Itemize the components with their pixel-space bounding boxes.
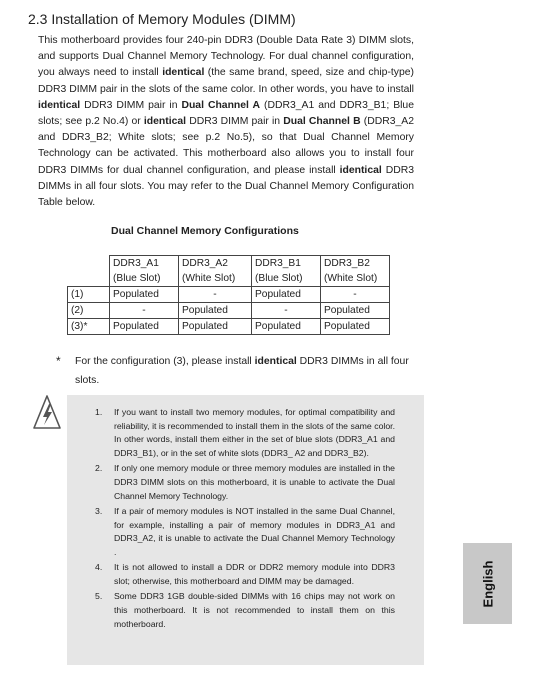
- table-cell: Populated: [252, 287, 321, 303]
- row-label: (1): [68, 287, 110, 303]
- warning-number: 2.: [95, 463, 103, 474]
- warning-number: 4.: [95, 562, 103, 573]
- memory-config-table: [67, 255, 390, 335]
- note-text-run: DDR3 DIMMs in all four slots.: [75, 356, 409, 386]
- warning-text: If you want to install two memory modules, for optimal compatibility and reliability, it is recommended to install them in the slots of the same color. In other words, install them either in the set of blue slots (DDR3_A1 and DDR3_B1), or in the set of white slots (DDR3_ A2 and DDR3_B2).: [114, 407, 395, 459]
- section-title: 2.3 Installation of Memory Modules (DIMM): [28, 11, 296, 27]
- table-row: [68, 287, 390, 303]
- configuration-note: [56, 352, 426, 390]
- intro-paragraph: [38, 33, 414, 211]
- warning-number: 1.: [95, 407, 103, 417]
- note-text-run: For the configuration (3), please install: [75, 356, 255, 367]
- header-slot-b2: (White Slot): [321, 271, 390, 287]
- header-ddr3-b2: DDR3_B2: [321, 256, 390, 272]
- table-header-row: [68, 256, 390, 272]
- table-row: [68, 319, 390, 335]
- warning-item: [93, 590, 395, 631]
- intro-bold-run: Dual Channel B: [283, 116, 361, 128]
- row-label: (2): [68, 303, 110, 319]
- header-slot-a2: (White Slot): [179, 271, 252, 287]
- warning-text: If a pair of memory modules is NOT installed in the same Dual Channel, for example, installing a pair of memory modules in DDR3_A1 and DDR3_A2, it is unable to activate the Dual Channel Memory Technology .: [114, 505, 395, 558]
- warning-item: [93, 505, 395, 560]
- intro-text-run: (DDR3_A1 and DDR3_B1; Blue slots; see p.2 No.4) or: [38, 99, 414, 128]
- warning-item: [93, 462, 395, 503]
- intro-text-run: DDR3 DIMM pair in: [186, 116, 284, 128]
- table-cell: -: [110, 303, 179, 319]
- warning-text: Some DDR3 1GB double-sided DIMMs with 16 chips may not work on this motherboard. It is not recommended to install them on this motherboard.: [114, 591, 395, 629]
- table-cell: -: [321, 287, 390, 303]
- table-cell: Populated: [110, 287, 179, 303]
- table-corner-cell: [68, 256, 110, 272]
- table-cell: Populated: [110, 319, 179, 335]
- intro-bold-run: identical: [143, 116, 187, 128]
- table-cell: Populated: [179, 303, 252, 319]
- intro-bold-run: identical: [339, 164, 382, 176]
- table-cell: -: [252, 303, 321, 319]
- table-corner-cell: [68, 271, 110, 287]
- header-ddr3-b1: DDR3_B1: [252, 256, 321, 272]
- warning-number: 3.: [95, 505, 103, 516]
- table-header-slot-row: [68, 271, 390, 287]
- warning-list: [93, 406, 395, 633]
- warning-icon: [32, 394, 62, 430]
- intro-bold-run: Dual Channel A: [181, 99, 261, 111]
- intro-text-run: (DDR3_A2 and DDR3_B2; White slots; see p.2 No.5), so that Dual Channel Memory Technology can be activated. This motherboard also allows you to install four DDR3 DIMMs for dual channel configuration, and please install: [38, 116, 414, 176]
- intro-bold-run: identical: [162, 67, 205, 79]
- note-text: [75, 352, 426, 390]
- intro-text-run: This motherboard provides four 240-pin DDR3 (Double Data Rate 3) DIMM slots, and supports Dual Channel Memory Technology. For dual channel configuration, you always need to install: [38, 35, 414, 79]
- language-tab-label: English: [480, 560, 495, 607]
- header-slot-b1: (Blue Slot): [252, 271, 321, 287]
- language-tab: [463, 543, 512, 624]
- intro-text-run: DDR3 DIMM pair in: [80, 99, 182, 111]
- note-bold-run: identical: [254, 356, 297, 367]
- table-cell: Populated: [252, 319, 321, 335]
- warning-item: [93, 406, 395, 461]
- table-title: Dual Channel Memory Configurations: [111, 225, 299, 237]
- table-cell: Populated: [321, 319, 390, 335]
- warning-text: If only one memory module or three memory modules are installed in the DDR3 DIMM slots on this motherboard, it is unable to activate the Dual Channel Memory Technology.: [114, 463, 395, 501]
- table-cell: Populated: [321, 303, 390, 319]
- header-slot-a1: (Blue Slot): [110, 271, 179, 287]
- intro-text-run: DDR3 DIMMs in all four slots. You may refer to the Dual Channel Memory Configuration Table below.: [38, 164, 414, 209]
- header-ddr3-a2: DDR3_A2: [179, 256, 252, 272]
- warning-number: 5.: [95, 591, 103, 602]
- header-ddr3-a1: DDR3_A1: [110, 256, 179, 272]
- warning-text: It is not allowed to install a DDR or DDR2 memory module into DDR3 slot; otherwise, this motherboard and DIMM may be damaged.: [114, 562, 395, 586]
- intro-bold-run: identical: [38, 99, 81, 111]
- table-cell: Populated: [179, 319, 252, 335]
- table-cell: -: [179, 287, 252, 303]
- intro-text-run: (the same brand, speed, size and chip-type) DDR3 DIMM pair in the slots of the same color. In other words, you have to install: [38, 67, 414, 95]
- row-label: (3)*: [68, 319, 110, 335]
- warning-item: [93, 561, 395, 588]
- note-asterisk: *: [56, 354, 61, 368]
- table-row: [68, 303, 390, 319]
